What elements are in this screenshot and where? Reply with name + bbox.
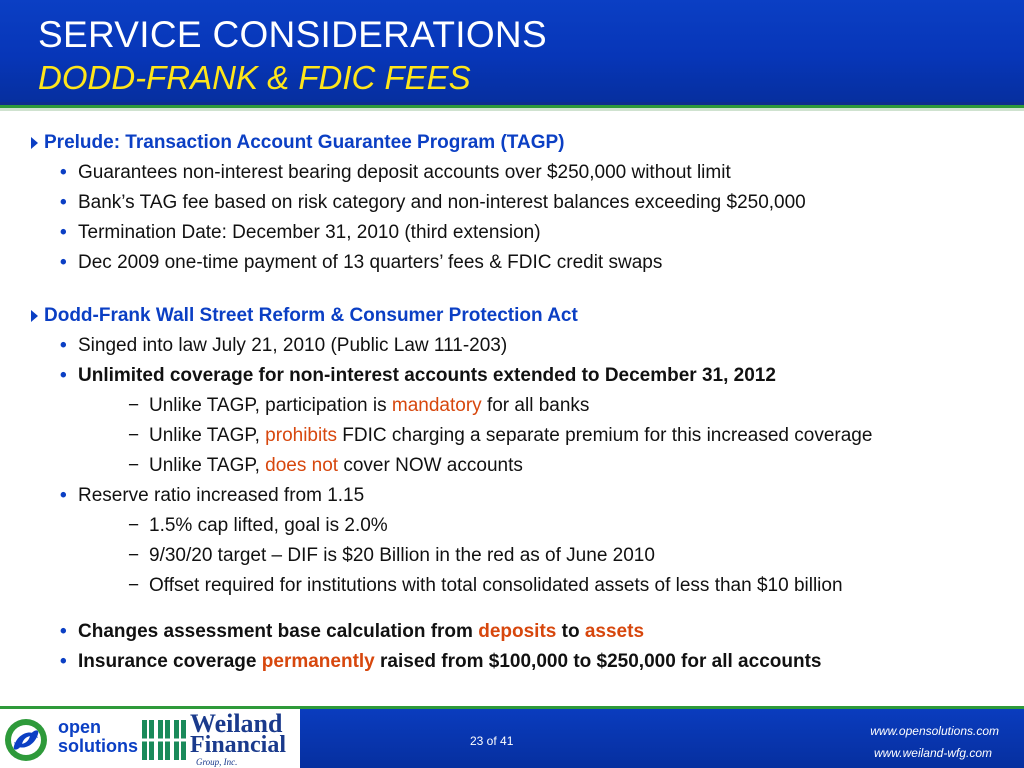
- list-item: Guarantees non-interest bearing deposit accounts over $250,000 without limit: [78, 162, 731, 183]
- bullet-icon: •: [60, 222, 67, 243]
- list-item-emphasis: Unlimited coverage for non-interest accounts extended to December 31, 2012: [78, 365, 776, 386]
- sub-list-item: 1.5% cap lifted, goal is 2.0%: [149, 515, 388, 536]
- sub-list-item: Unlike TAGP, participation is mandatory for all banks: [149, 395, 590, 416]
- bullet-icon: •: [60, 335, 67, 356]
- section-title-tagp: Prelude: Transaction Account Guarantee Program (TAGP): [44, 132, 565, 153]
- open-solutions-logo-icon: [4, 716, 54, 764]
- list-item-emphasis: Insurance coverage permanently raised from $100,000 to $250,000 for all accounts: [78, 651, 822, 672]
- dash-icon: −: [128, 425, 140, 446]
- header-divider-light: [0, 108, 1024, 111]
- slide-subtitle: DODD-FRANK & FDIC FEES: [38, 59, 471, 96]
- dash-icon: −: [128, 515, 140, 536]
- bullet-icon: •: [60, 252, 67, 273]
- sub-list-item: 9/30/20 target – DIF is $20 Billion in the red as of June 2010: [149, 545, 655, 566]
- bullet-icon: •: [60, 365, 67, 386]
- dash-icon: −: [128, 455, 140, 476]
- section-arrow-icon: [31, 310, 38, 322]
- page-number: 23 of 41: [470, 734, 514, 748]
- list-item: Singed into law July 21, 2010 (Public Law 111-203): [78, 335, 508, 356]
- bullet-icon: •: [60, 162, 67, 183]
- list-item: Reserve ratio increased from 1.15: [78, 485, 365, 506]
- slide-header: [0, 0, 1024, 102]
- sub-list-item: Offset required for institutions with total consolidated assets of less than $10 billion: [149, 575, 843, 596]
- list-item: Dec 2009 one-time payment of 13 quarters’ fees & FDIC credit swaps: [78, 252, 663, 273]
- dash-icon: −: [128, 545, 140, 566]
- bullet-icon: •: [60, 651, 67, 672]
- slide-title: SERVICE CONSIDERATIONS: [38, 14, 547, 55]
- list-item-emphasis: Changes assessment base calculation from deposits to assets: [78, 621, 645, 642]
- weiland-logo-text: Weiland: [190, 709, 283, 738]
- list-item: Termination Date: December 31, 2010 (third extension): [78, 222, 541, 243]
- weiland-logo-icon: [140, 716, 188, 764]
- weiland-logo-text-financial: Financial: [190, 732, 287, 758]
- bullet-icon: •: [60, 485, 67, 506]
- footer-link-opensolutions[interactable]: www.opensolutions.com: [870, 724, 999, 738]
- bullet-icon: •: [60, 621, 67, 642]
- weiland-logo-text-group: Group, Inc.: [196, 757, 238, 767]
- list-item: Bank’s TAG fee based on risk category and non-interest balances exceeding $250,000: [78, 192, 806, 213]
- section-arrow-icon: [31, 137, 38, 149]
- bullet-icon: •: [60, 192, 67, 213]
- footer-link-weiland[interactable]: www.weiland-wfg.com: [873, 746, 992, 760]
- dash-icon: −: [128, 395, 140, 416]
- sub-list-item: Unlike TAGP, prohibits FDIC charging a separate premium for this increased coverage: [149, 425, 873, 446]
- open-solutions-logo-text: open solutions: [58, 717, 138, 756]
- dash-icon: −: [128, 575, 140, 596]
- sub-list-item: Unlike TAGP, does not cover NOW accounts: [149, 455, 523, 476]
- section-title-dodd-frank: Dodd-Frank Wall Street Reform & Consumer Protection Act: [44, 305, 578, 326]
